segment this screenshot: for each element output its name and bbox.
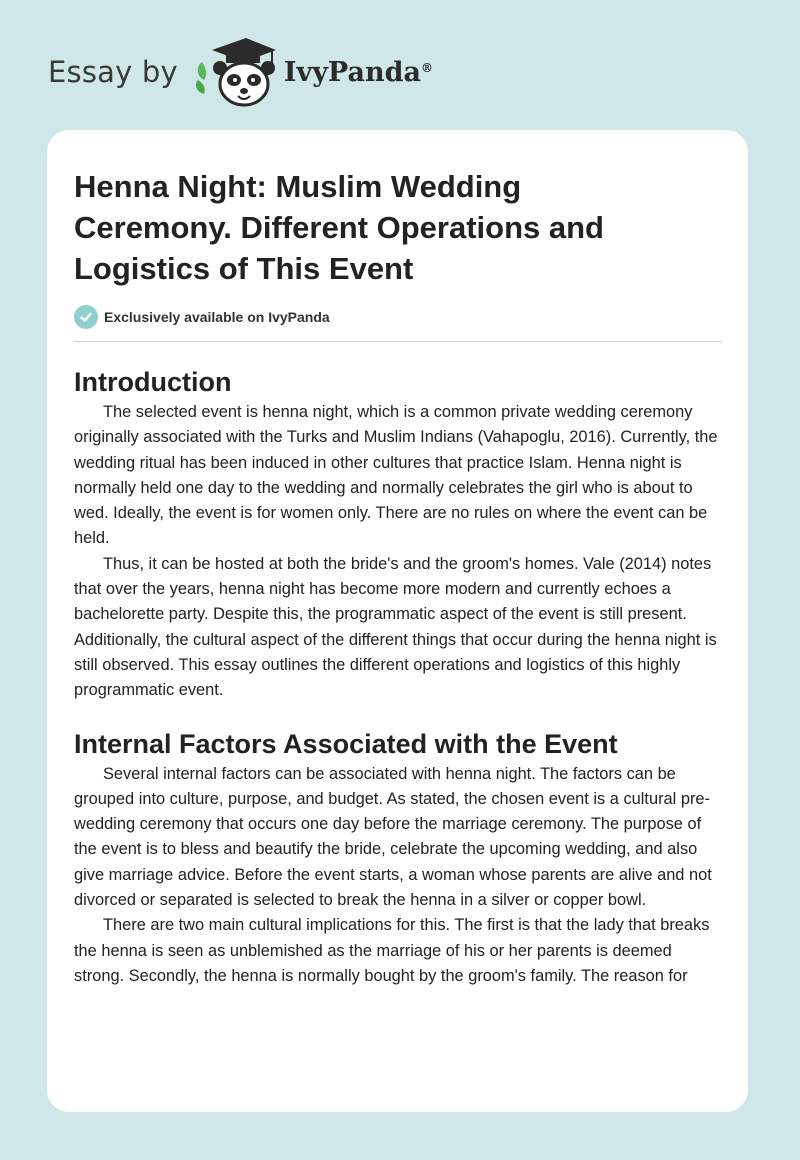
paragraph: The selected event is henna night, which is a common private wedding ceremony originally associated with the Turks and Muslim Indians (Vahapoglu, 2016). Currently, the wedding ritual has been induced in other cultures that practice Islam. Henna night is normally held one day to the wedding and normally celebrates the girl who is about to wed. Ideally, the event is for women only. There are no rules on where the event can be held.	[74, 403, 718, 548]
exclusive-badge	[74, 305, 722, 329]
panda-logo-icon	[192, 36, 280, 108]
brand-prefix: Essay by	[48, 55, 178, 89]
section-heading-internal-factors: Internal Factors Associated with the Event	[74, 728, 618, 759]
essay-card	[47, 130, 748, 1112]
section-heading-introduction: Introduction	[74, 367, 232, 397]
check-icon	[74, 305, 98, 329]
paragraph: Thus, it can be hosted at both the bride's and the groom's homes. Vale (2014) notes that over the years, henna night has become more modern and currently echoes a bachelorette party. Despite this, the programmatic aspect of the event is still present. Additionally, the cultural aspect of the different things that occur during the henna night is still observed. This essay outlines the different operations and logistics of this highly programmatic event.	[74, 554, 717, 700]
paragraph: Several internal factors can be associated with henna night. The factors can be grouped into culture, purpose, and budget. As stated, the chosen event is a cultural pre-wedding ceremony that occurs one day before the marriage ceremony. The purpose of the event is to bless and beautify the bride, celebrate the upcoming wedding, and also give marriage advice. Before the event starts, a woman whose parents are alive and not divorced or separated is selected to break the henna in a silver or copper bowl.	[74, 764, 712, 910]
page-title: Henna Night: Muslim Wedding Ceremony. Different Operations and Logistics of This Event	[74, 169, 604, 286]
site-header-brand[interactable]	[48, 36, 433, 108]
title-divider	[74, 341, 722, 342]
brand-name: IvyPanda®	[283, 56, 433, 88]
exclusive-label: Exclusively available on IvyPanda	[104, 309, 330, 325]
paragraph: There are two main cultural implications for this. The first is that the lady that breaks the henna is seen as unblemished as the marriage of his or her parents is deemed strong. Secondly, the henna is normally bought by the groom's family. The reason for	[74, 916, 710, 985]
